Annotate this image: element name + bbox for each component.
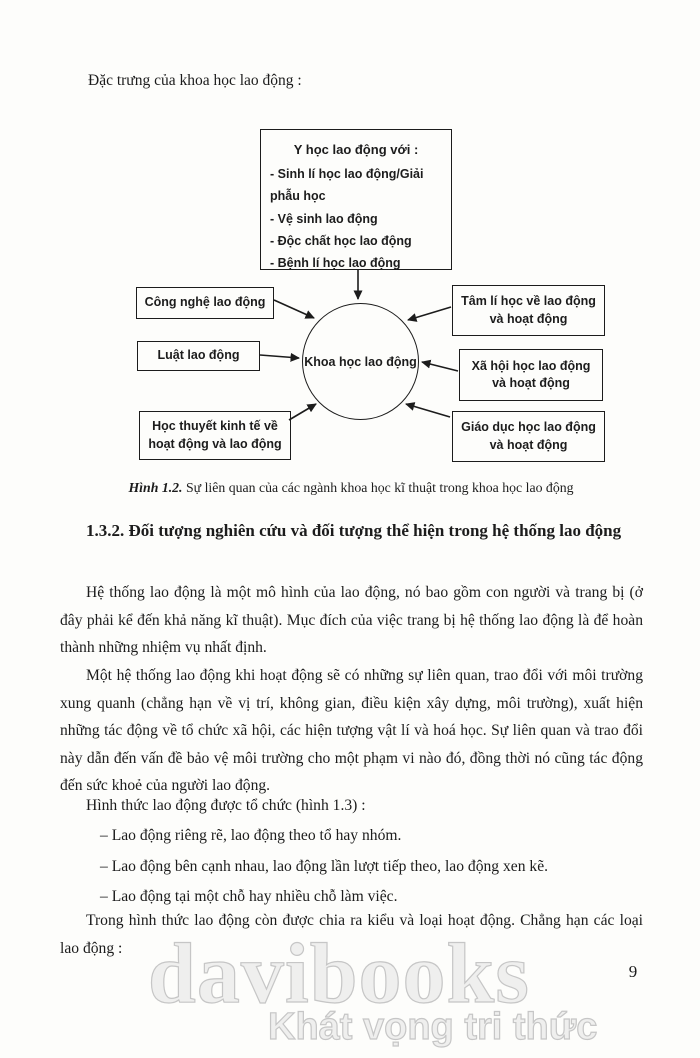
diagram-box-tam-li-hoc: Tâm lí học về lao động và hoạt động [452,285,605,336]
page-number: 9 [628,962,638,981]
watermark-slogan: Khát vọng tri thức [268,1006,598,1048]
paragraph: Trong hình thức lao động còn được chia ra kiểu và loại hoạt động. Chẳng hạn các loại lao động : [60,912,643,957]
list-intro: Hình thức lao động được tổ chức (hình 1.3) : [86,797,366,814]
diagram-box-item: - Vệ sinh lao động [270,211,378,226]
diagram-box-giao-duc-hoc: Giáo dục học lao động và hoạt động [452,411,605,462]
intro-line: Đặc trưng của khoa học lao động : [88,72,302,89]
list-item: – Lao động riêng rẽ, lao động theo tổ hay nhóm. [100,827,402,844]
figure-caption-label: Hình 1.2. [128,480,183,495]
diagram-box-xa-hoi-hoc: Xã hội học lao động và hoạt động [459,349,603,401]
diagram-box-item: - Sinh lí học lao động/Giải phẫu học [270,167,424,204]
diagram-box-hoc-thuyet-kinh-te: Học thuyết kinh tế về hoạt động và lao động [139,411,291,460]
diagram-box-y-hoc-lao-dong [260,129,452,270]
diagram-box-cong-nghe-lao-dong: Công nghệ lao động [136,287,274,319]
diagram-box-luat-lao-dong: Luật lao động [137,341,260,371]
list-item: – Lao động bên cạnh nhau, lao động lần lượt tiếp theo, lao động xen kẽ. [100,858,549,875]
watermark-brand: davibooks [148,925,530,1021]
diagram-box-title: Y học lao động với : [293,142,419,157]
figure-caption-text: Sự liên quan của các ngành khoa học kĩ thuật trong khoa học lao động [182,480,574,495]
figure-caption [60,480,642,496]
section-heading: 1.3.2. Đối tượng nghiên cứu và đối tượng thể hiện trong hệ thống lao động [86,521,622,540]
paragraph: Một hệ thống lao động khi hoạt động sẽ có những sự liên quan, trao đổi với môi trường xung quanh (chẳng hạn về vị trí, không gian, điều kiện xây dựng, môi trường), xuất hiện những tác động về tổ chức xã hội, các hiện tượng vật lí và hoá học. Sự liên quan và trao đổi này dẫn đến vấn đề bảo vệ môi trường cho một phạm vi nào đó, đồng thời nó cũng tác động đến sức khoẻ của người lao động. [60,667,643,795]
diagram-center-circle: Khoa học lao động [302,303,419,420]
diagram-box-item: - Độc chất học lao động [270,233,412,248]
list-item: – Lao động tại một chỗ hay nhiều chỗ làm việc. [100,888,398,905]
paragraph: Hệ thống lao động là một mô hình của lao động, nó bao gồm con người và trang bị (ở đây phải kể đến khả năng kĩ thuật). Mục đích của việc trang bị hệ thống lao động là để hoàn thành những nhiệm vụ nhất định. [60,584,643,657]
diagram-box-item: - Bệnh lí học lao động [270,256,401,271]
